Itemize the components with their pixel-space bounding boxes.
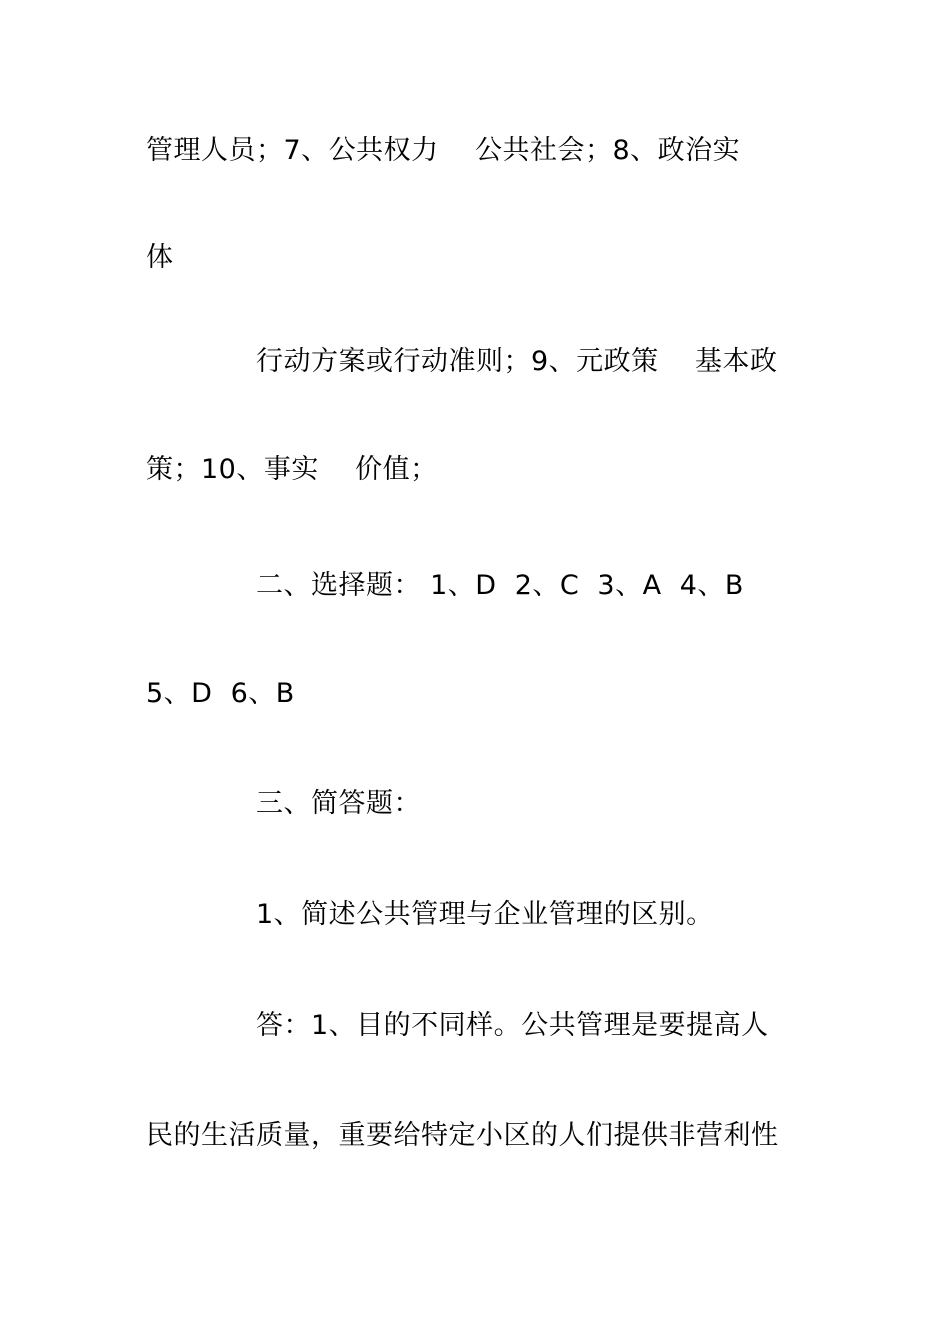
text-line-2: 体	[146, 242, 174, 273]
answer-1-line-2: 民的生活质量，重要给特定小区的人们提供非营利性	[146, 1120, 779, 1151]
text-line-4: 策；10、事实 价值；	[146, 454, 438, 485]
question-1: 1、简述公共管理与企业管理的区别。	[256, 899, 714, 930]
answer-section-heading-short: 三、简答题：	[256, 788, 421, 819]
text-line-6: 5、D 6、B	[146, 678, 295, 709]
answer-1-line-1: 答：1、目的不同样。公共管理是要提高人	[256, 1010, 769, 1041]
text-line-1: 管理人员；7、公共权力 公共社会；8、政治实	[146, 135, 741, 166]
answer-section-heading-choice: 二、选择题： 1、D 2、C 3、A 4、B	[256, 570, 744, 601]
text-line-3: 行动方案或行动准则；9、元政策 基本政	[256, 346, 778, 377]
